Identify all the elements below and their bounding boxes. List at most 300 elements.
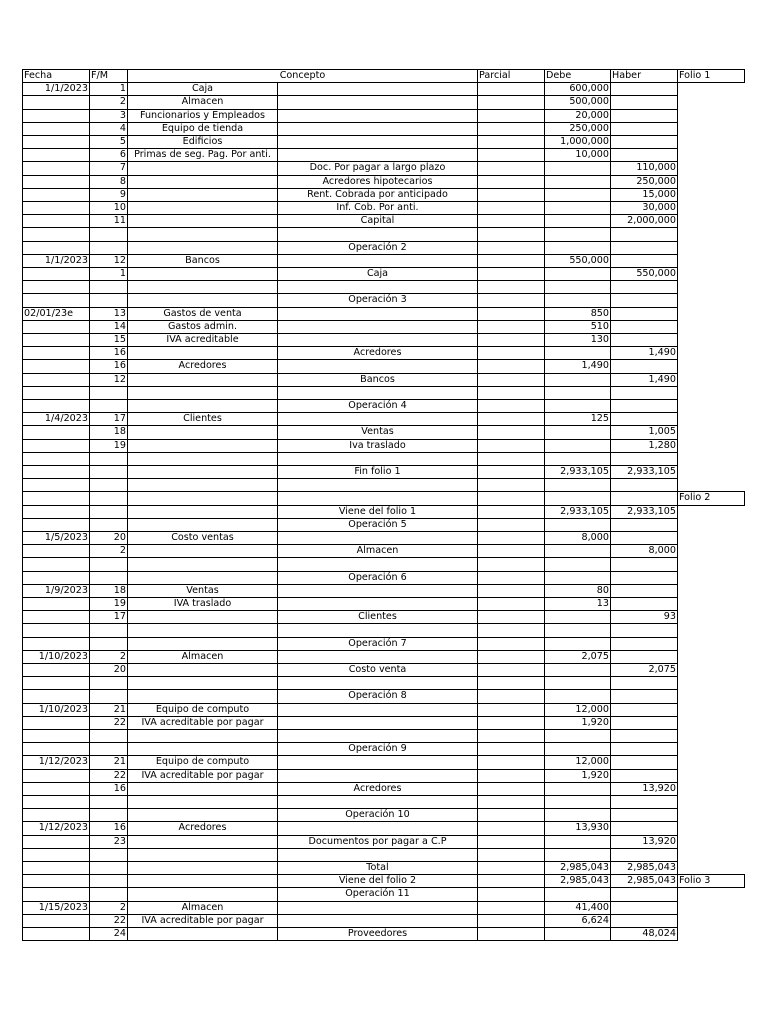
cell-fm: 9 xyxy=(90,188,128,201)
cell-fecha xyxy=(23,796,90,809)
header-fecha: Fecha xyxy=(23,70,90,83)
cell-haber xyxy=(611,452,678,465)
cell-debe: 12,000 xyxy=(545,756,611,769)
cell-cuenta xyxy=(128,268,278,281)
cell-debe: 12,000 xyxy=(545,703,611,716)
cell-haber xyxy=(611,386,678,399)
table-row xyxy=(23,122,745,135)
cell-folio xyxy=(678,664,745,677)
cell-abono xyxy=(278,756,478,769)
cell-fm xyxy=(90,677,128,690)
table-row xyxy=(23,281,745,294)
cell-fm: 1 xyxy=(90,83,128,96)
cell-haber: 1,490 xyxy=(611,347,678,360)
cell-folio xyxy=(678,756,745,769)
cell-fm: 6 xyxy=(90,149,128,162)
table-row xyxy=(23,637,745,650)
cell-parcial xyxy=(478,254,545,267)
cell-cuenta xyxy=(128,848,278,861)
table-row xyxy=(23,334,745,347)
table-row xyxy=(23,320,745,333)
cell-fm: 2 xyxy=(90,901,128,914)
cell-parcial xyxy=(478,228,545,241)
cell-abono: Bancos xyxy=(278,373,478,386)
cell-cuenta xyxy=(128,202,278,215)
cell-folio xyxy=(678,624,745,637)
cell-fecha xyxy=(23,809,90,822)
cell-haber xyxy=(611,532,678,545)
cell-haber: 2,933,105 xyxy=(611,466,678,479)
table-row xyxy=(23,598,745,611)
cell-fm: 15 xyxy=(90,334,128,347)
cell-debe xyxy=(545,518,611,531)
header-fm: F/M xyxy=(90,70,128,83)
cell-fecha xyxy=(23,175,90,188)
cell-fm: 22 xyxy=(90,716,128,729)
cell-cuenta xyxy=(128,452,278,465)
cell-folio xyxy=(678,202,745,215)
table-row xyxy=(23,914,745,927)
cell-fm xyxy=(90,386,128,399)
table-row xyxy=(23,571,745,584)
cell-haber xyxy=(611,109,678,122)
cell-haber: 2,075 xyxy=(611,664,678,677)
cell-debe: 8,000 xyxy=(545,532,611,545)
cell-haber xyxy=(611,650,678,663)
cell-cuenta xyxy=(128,611,278,624)
cell-cuenta xyxy=(128,888,278,901)
cell-fm: 21 xyxy=(90,703,128,716)
cell-parcial xyxy=(478,360,545,373)
cell-cuenta: IVA acreditable por pagar xyxy=(128,716,278,729)
cell-fm xyxy=(90,743,128,756)
cell-folio xyxy=(678,254,745,267)
cell-abono: Operación 8 xyxy=(278,690,478,703)
cell-cuenta xyxy=(128,518,278,531)
table-row xyxy=(23,888,745,901)
cell-fecha xyxy=(23,637,90,650)
cell-folio xyxy=(678,268,745,281)
cell-parcial xyxy=(478,268,545,281)
cell-fecha xyxy=(23,347,90,360)
cell-fm: 20 xyxy=(90,664,128,677)
cell-fm: 16 xyxy=(90,822,128,835)
table-row xyxy=(23,809,745,822)
cell-fecha xyxy=(23,835,90,848)
cell-folio xyxy=(678,83,745,96)
cell-cuenta xyxy=(128,545,278,558)
cell-folio xyxy=(678,162,745,175)
cell-cuenta: Funcionarios y Empleados xyxy=(128,109,278,122)
table-row xyxy=(23,690,745,703)
cell-cuenta xyxy=(128,188,278,201)
cell-haber xyxy=(611,83,678,96)
cell-folio xyxy=(678,611,745,624)
cell-fm: 24 xyxy=(90,928,128,941)
cell-folio xyxy=(678,571,745,584)
cell-folio xyxy=(678,373,745,386)
table-row xyxy=(23,215,745,228)
table-row xyxy=(23,83,745,96)
cell-haber xyxy=(611,914,678,927)
cell-cuenta: Bancos xyxy=(128,254,278,267)
cell-folio xyxy=(678,360,745,373)
cell-abono: Acredores xyxy=(278,347,478,360)
cell-debe: 2,985,043 xyxy=(545,862,611,875)
table-row xyxy=(23,188,745,201)
table-row xyxy=(23,360,745,373)
cell-folio xyxy=(678,109,745,122)
cell-parcial xyxy=(478,650,545,663)
cell-fm xyxy=(90,848,128,861)
table-row xyxy=(23,796,745,809)
cell-debe xyxy=(545,452,611,465)
cell-debe xyxy=(545,611,611,624)
cell-parcial xyxy=(478,677,545,690)
cell-abono: Total xyxy=(278,862,478,875)
cell-fm xyxy=(90,505,128,518)
cell-debe: 130 xyxy=(545,334,611,347)
cell-folio xyxy=(678,136,745,149)
cell-fm: 8 xyxy=(90,175,128,188)
cell-abono xyxy=(278,532,478,545)
cell-parcial xyxy=(478,545,545,558)
cell-abono: Clientes xyxy=(278,611,478,624)
cell-folio xyxy=(678,716,745,729)
cell-fm: 21 xyxy=(90,756,128,769)
cell-folio xyxy=(678,769,745,782)
cell-fecha xyxy=(23,888,90,901)
table-row xyxy=(23,518,745,531)
cell-parcial xyxy=(478,518,545,531)
cell-abono xyxy=(278,334,478,347)
cell-parcial xyxy=(478,400,545,413)
cell-haber xyxy=(611,756,678,769)
cell-folio xyxy=(678,334,745,347)
cell-fecha xyxy=(23,875,90,888)
cell-fm xyxy=(90,241,128,254)
cell-cuenta xyxy=(128,281,278,294)
table-row xyxy=(23,426,745,439)
cell-cuenta xyxy=(128,928,278,941)
cell-haber xyxy=(611,334,678,347)
cell-parcial xyxy=(478,690,545,703)
cell-fm: 19 xyxy=(90,439,128,452)
cell-debe: 20,000 xyxy=(545,109,611,122)
cell-folio xyxy=(678,901,745,914)
cell-haber: 15,000 xyxy=(611,188,678,201)
cell-parcial xyxy=(478,175,545,188)
cell-fm xyxy=(90,875,128,888)
cell-fm: 11 xyxy=(90,215,128,228)
cell-abono xyxy=(278,228,478,241)
table-row xyxy=(23,466,745,479)
cell-folio xyxy=(678,584,745,597)
cell-parcial xyxy=(478,162,545,175)
cell-parcial xyxy=(478,928,545,941)
cell-folio: Folio 3 xyxy=(678,875,745,888)
cell-fm xyxy=(90,624,128,637)
cell-fm xyxy=(90,796,128,809)
cell-haber xyxy=(611,677,678,690)
cell-folio xyxy=(678,835,745,848)
cell-parcial xyxy=(478,624,545,637)
table-row xyxy=(23,149,745,162)
cell-cuenta: IVA traslado xyxy=(128,598,278,611)
cell-abono: Operación 10 xyxy=(278,809,478,822)
cell-parcial xyxy=(478,743,545,756)
table-row xyxy=(23,743,745,756)
table-row xyxy=(23,386,745,399)
cell-debe xyxy=(545,637,611,650)
cell-debe xyxy=(545,545,611,558)
table-row xyxy=(23,268,745,281)
cell-fm xyxy=(90,730,128,743)
cell-fm xyxy=(90,479,128,492)
cell-parcial xyxy=(478,505,545,518)
cell-debe xyxy=(545,188,611,201)
cell-debe xyxy=(545,400,611,413)
cell-fecha xyxy=(23,545,90,558)
table-row xyxy=(23,835,745,848)
cell-debe: 2,933,105 xyxy=(545,505,611,518)
cell-folio xyxy=(678,914,745,927)
cell-parcial xyxy=(478,452,545,465)
cell-fm xyxy=(90,492,128,505)
cell-haber xyxy=(611,518,678,531)
cell-cuenta xyxy=(128,439,278,452)
cell-abono xyxy=(278,677,478,690)
cell-abono xyxy=(278,492,478,505)
cell-fecha xyxy=(23,136,90,149)
cell-abono: Viene del folio 2 xyxy=(278,875,478,888)
cell-fecha xyxy=(23,466,90,479)
cell-cuenta xyxy=(128,730,278,743)
cell-folio xyxy=(678,96,745,109)
header-folio: Folio 1 xyxy=(678,70,745,83)
cell-fecha xyxy=(23,426,90,439)
cell-cuenta xyxy=(128,690,278,703)
cell-haber xyxy=(611,558,678,571)
cell-fm: 7 xyxy=(90,162,128,175)
cell-parcial xyxy=(478,334,545,347)
cell-haber xyxy=(611,901,678,914)
cell-haber: 2,933,105 xyxy=(611,505,678,518)
cell-abono xyxy=(278,914,478,927)
cell-fecha xyxy=(23,769,90,782)
cell-haber: 93 xyxy=(611,611,678,624)
cell-cuenta xyxy=(128,875,278,888)
cell-cuenta xyxy=(128,347,278,360)
cell-haber xyxy=(611,96,678,109)
cell-abono xyxy=(278,584,478,597)
cell-haber xyxy=(611,571,678,584)
cell-abono xyxy=(278,769,478,782)
cell-cuenta xyxy=(128,505,278,518)
cell-abono: Almacen xyxy=(278,545,478,558)
cell-haber xyxy=(611,281,678,294)
cell-fm: 18 xyxy=(90,426,128,439)
cell-fm xyxy=(90,690,128,703)
cell-parcial xyxy=(478,862,545,875)
cell-parcial xyxy=(478,215,545,228)
cell-fecha xyxy=(23,690,90,703)
cell-fm: 2 xyxy=(90,96,128,109)
cell-fm xyxy=(90,558,128,571)
cell-abono xyxy=(278,901,478,914)
cell-parcial xyxy=(478,136,545,149)
table-row xyxy=(23,294,745,307)
cell-fm xyxy=(90,466,128,479)
cell-haber: 48,024 xyxy=(611,928,678,941)
cell-debe: 125 xyxy=(545,413,611,426)
cell-debe xyxy=(545,848,611,861)
cell-fecha: 1/5/2023 xyxy=(23,532,90,545)
cell-parcial xyxy=(478,611,545,624)
table-row xyxy=(23,400,745,413)
cell-folio xyxy=(678,677,745,690)
cell-fecha xyxy=(23,611,90,624)
cell-fecha: 1/10/2023 xyxy=(23,703,90,716)
cell-parcial xyxy=(478,664,545,677)
header-haber: Haber xyxy=(611,70,678,83)
cell-cuenta xyxy=(128,743,278,756)
cell-folio xyxy=(678,796,745,809)
cell-debe xyxy=(545,439,611,452)
cell-fecha: 02/01/23e xyxy=(23,307,90,320)
cell-folio xyxy=(678,426,745,439)
cell-debe xyxy=(545,373,611,386)
cell-cuenta xyxy=(128,294,278,307)
cell-haber: 2,985,043 xyxy=(611,862,678,875)
cell-folio xyxy=(678,188,745,201)
cell-haber xyxy=(611,796,678,809)
cell-folio xyxy=(678,241,745,254)
cell-abono xyxy=(278,281,478,294)
cell-parcial xyxy=(478,373,545,386)
cell-parcial xyxy=(478,413,545,426)
cell-abono: Operación 6 xyxy=(278,571,478,584)
cell-debe xyxy=(545,347,611,360)
cell-fm: 1 xyxy=(90,268,128,281)
cell-haber xyxy=(611,294,678,307)
cell-folio xyxy=(678,809,745,822)
cell-parcial xyxy=(478,466,545,479)
table-row xyxy=(23,452,745,465)
table-row xyxy=(23,611,745,624)
cell-debe xyxy=(545,162,611,175)
table-row xyxy=(23,136,745,149)
table-row xyxy=(23,730,745,743)
cell-haber: 13,920 xyxy=(611,835,678,848)
cell-fm: 16 xyxy=(90,360,128,373)
cell-parcial xyxy=(478,149,545,162)
cell-debe xyxy=(545,175,611,188)
cell-abono: Operación 7 xyxy=(278,637,478,650)
cell-fecha xyxy=(23,598,90,611)
cell-abono xyxy=(278,83,478,96)
cell-debe xyxy=(545,888,611,901)
header-debe: Debe xyxy=(545,70,611,83)
table-row xyxy=(23,532,745,545)
table-row xyxy=(23,928,745,941)
cell-fecha: 1/1/2023 xyxy=(23,254,90,267)
cell-fecha xyxy=(23,215,90,228)
cell-fecha xyxy=(23,109,90,122)
cell-haber xyxy=(611,400,678,413)
table-row xyxy=(23,241,745,254)
table-row xyxy=(23,254,745,267)
cell-cuenta: Equipo de computo xyxy=(128,703,278,716)
cell-folio xyxy=(678,122,745,135)
cell-debe xyxy=(545,624,611,637)
cell-debe xyxy=(545,664,611,677)
cell-folio xyxy=(678,228,745,241)
cell-haber xyxy=(611,730,678,743)
table-row xyxy=(23,228,745,241)
cell-folio xyxy=(678,215,745,228)
cell-haber xyxy=(611,822,678,835)
cell-cuenta xyxy=(128,796,278,809)
cell-debe: 10,000 xyxy=(545,149,611,162)
cell-fecha xyxy=(23,624,90,637)
cell-fecha xyxy=(23,241,90,254)
cell-fecha xyxy=(23,228,90,241)
cell-debe xyxy=(545,386,611,399)
cell-debe: 41,400 xyxy=(545,901,611,914)
cell-haber: 8,000 xyxy=(611,545,678,558)
cell-fm: 4 xyxy=(90,122,128,135)
table-row xyxy=(23,439,745,452)
cell-fecha xyxy=(23,360,90,373)
cell-abono xyxy=(278,479,478,492)
cell-fecha xyxy=(23,479,90,492)
cell-abono: Inf. Cob. Por anti. xyxy=(278,202,478,215)
cell-haber: 2,000,000 xyxy=(611,215,678,228)
cell-folio xyxy=(678,149,745,162)
cell-cuenta: Costo ventas xyxy=(128,532,278,545)
cell-folio xyxy=(678,294,745,307)
cell-debe xyxy=(545,294,611,307)
cell-parcial xyxy=(478,479,545,492)
cell-parcial xyxy=(478,347,545,360)
cell-parcial xyxy=(478,835,545,848)
cell-haber xyxy=(611,254,678,267)
cell-abono xyxy=(278,452,478,465)
cell-haber: 250,000 xyxy=(611,175,678,188)
cell-cuenta xyxy=(128,400,278,413)
cell-cuenta xyxy=(128,426,278,439)
cell-folio xyxy=(678,822,745,835)
cell-parcial xyxy=(478,294,545,307)
cell-folio xyxy=(678,690,745,703)
cell-debe xyxy=(545,492,611,505)
cell-cuenta xyxy=(128,466,278,479)
table-row xyxy=(23,545,745,558)
cell-fecha xyxy=(23,848,90,861)
cell-cuenta: Almacen xyxy=(128,650,278,663)
cell-debe: 850 xyxy=(545,307,611,320)
cell-haber xyxy=(611,136,678,149)
cell-cuenta xyxy=(128,624,278,637)
cell-fecha xyxy=(23,320,90,333)
cell-debe xyxy=(545,268,611,281)
cell-parcial xyxy=(478,439,545,452)
cell-parcial xyxy=(478,307,545,320)
cell-fm xyxy=(90,281,128,294)
cell-fecha xyxy=(23,149,90,162)
cell-parcial xyxy=(478,716,545,729)
